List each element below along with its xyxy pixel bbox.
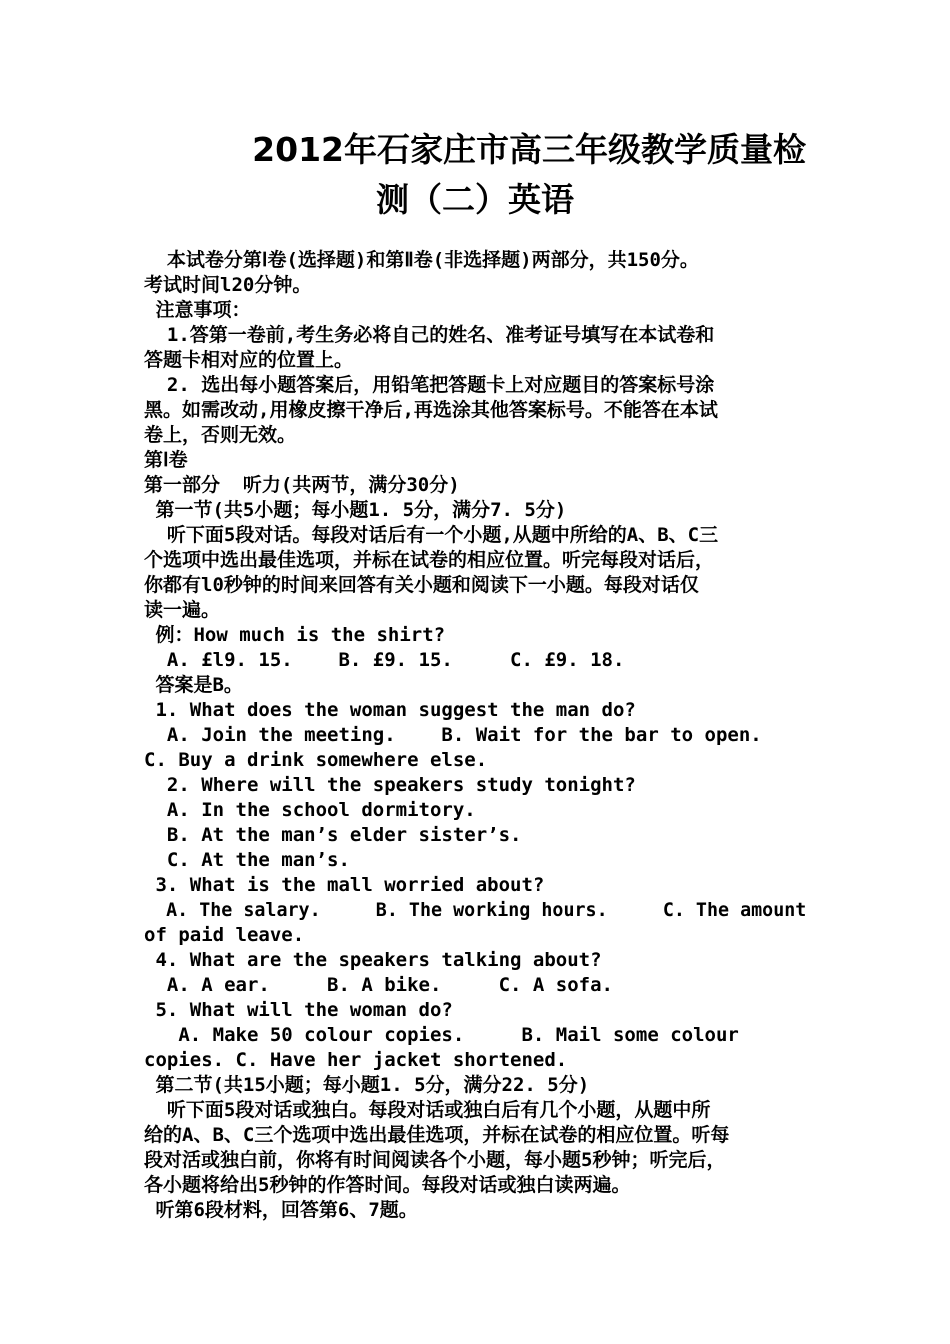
question-line: of paid leave. (144, 924, 305, 946)
notice-item: 黑。如需改动,用橡皮擦干净后,再选涂其他答案标号。不能答在本试 (144, 399, 718, 421)
subsection-heading: 第一节(共5小题；每小题1. 5分，满分7. 5分) (144, 499, 567, 521)
intro-line: 本试卷分第Ⅰ卷(选择题)和第Ⅱ卷(非选择题)两部分，共150分。 (144, 249, 699, 271)
notice-item: 1.答第一卷前,考生务必将自己的姓名、准考证号填写在本试卷和 (144, 324, 715, 346)
instruction-line: 读一遍。 (144, 599, 221, 621)
instruction-line: 听下面5段对话或独白。每段对话或独白后有几个小题，从题中所 (144, 1099, 711, 1121)
question-line: A. Make 50 colour copies. B. Mail some colour (144, 1024, 739, 1046)
question-line: 4. What are the speakers talking about? (144, 949, 602, 971)
example-question: 例：How much is the shirt? (144, 624, 446, 646)
notice-item: 2. 选出每小题答案后，用铅笔把答题卡上对应题目的答案标号涂 (144, 374, 715, 396)
question-line: copies. C. Have her jacket shortened. (144, 1049, 568, 1071)
notice-item: 卷上，否则无效。 (144, 424, 297, 446)
example-options: A. £l9. 15. B. £9. 15. C. £9. 18. (144, 649, 625, 671)
question-line: A. Join the meeting. B. Wait for the bar to open. (144, 724, 762, 746)
instruction-line: 给的A、B、C三个选项中选出最佳选项，并标在试卷的相应位置。听每 (144, 1124, 730, 1146)
instruction-line: 段对活或独白前，你将有时间阅读各个小题，每小题5秒钟；听完后， (144, 1149, 726, 1171)
instruction-line: 你都有l0秒钟的时间来回答有关小题和阅读下一小题。每段对话仅 (144, 574, 699, 596)
subsection-heading: 第二节(共15小题；每小题1. 5分，满分22. 5分) (144, 1074, 590, 1096)
exam-title-line-2: 测（二）英语 (376, 180, 574, 219)
notice-heading: 注意事项： (144, 299, 251, 321)
instruction-line: 听下面5段对话。每段对话后有一个小题,从题中所给的A、B、C三 (144, 524, 719, 546)
example-answer: 答案是B。 (144, 674, 243, 696)
question-line: A. A ear. B. A bike. C. A sofa. (144, 974, 613, 996)
exam-title-line-1: 2012年石家庄市高三年级教学质量检 (252, 130, 806, 169)
question-line: C. At the man’s. (144, 849, 350, 871)
question-line: A. The salary. B. The working hours. C. The amount (144, 899, 807, 921)
question-line: 2. Where will the speakers study tonight? (144, 774, 636, 796)
intro-line: 考试时间l20分钟。 (144, 274, 312, 296)
notice-item: 答题卡相对应的位置上。 (144, 349, 354, 371)
question-line: B. At the man’s elder sister’s. (144, 824, 522, 846)
part-heading: 第Ⅰ卷 (144, 449, 188, 471)
question-line: A. In the school dormitory. (144, 799, 476, 821)
instruction-line: 个选项中选出最佳选项，并标在试卷的相应位置。听完每段对话后， (144, 549, 715, 571)
question-line: C. Buy a drink somewhere else. (144, 749, 488, 771)
question-line: 5. What will the woman do? (144, 999, 453, 1021)
section-heading: 第一部分 听力(共两节，满分30分) (144, 474, 460, 496)
material-heading: 听第6段材料，回答第6、7题。 (144, 1199, 418, 1221)
question-line: 3. What is the mall worried about? (144, 874, 545, 896)
question-line: 1. What does the woman suggest the man do? (144, 699, 636, 721)
instruction-line: 各小题将给出5秒钟的作答时间。每段对话或独白读两遍。 (144, 1174, 631, 1196)
